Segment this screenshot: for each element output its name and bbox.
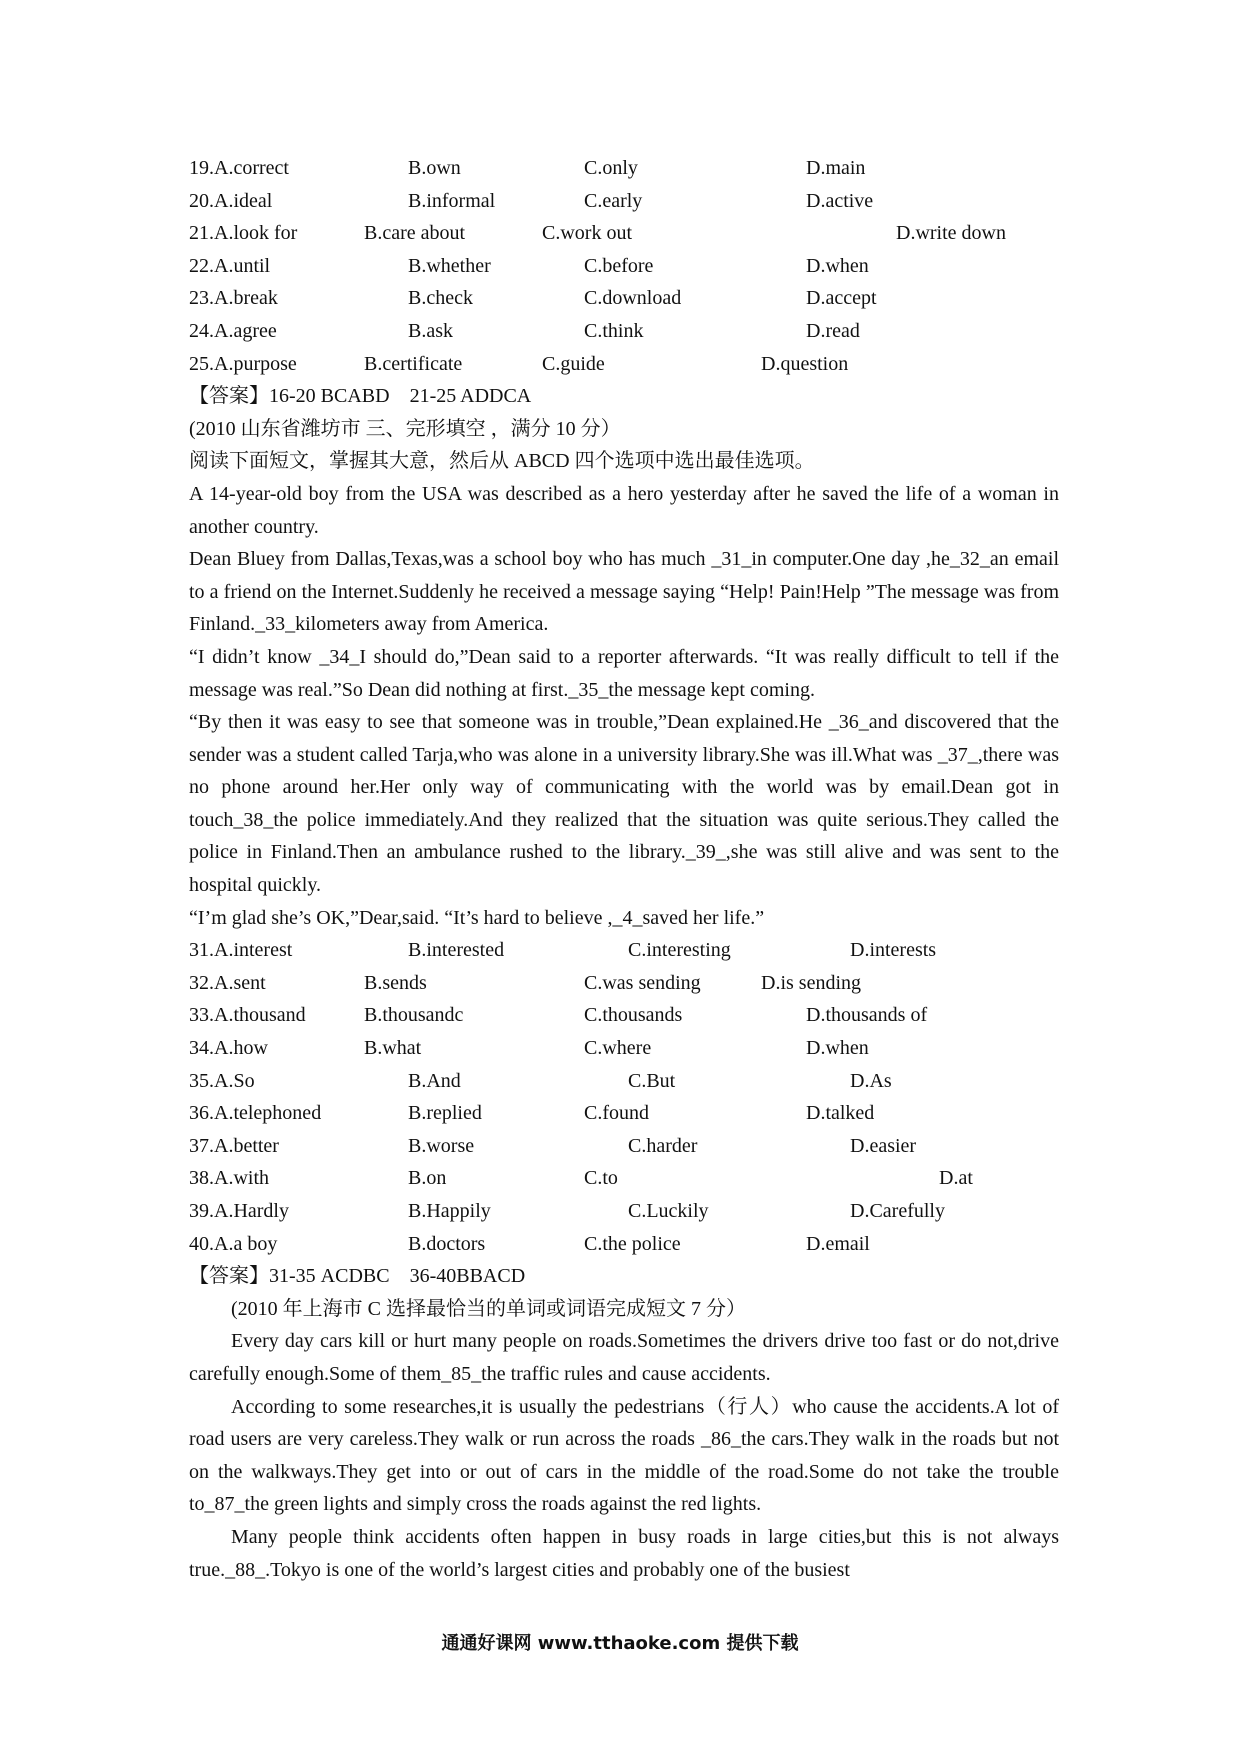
option-row bbox=[189, 250, 1059, 283]
option-c: C.work out bbox=[542, 222, 632, 245]
passage-3 bbox=[189, 1325, 1059, 1586]
option-row bbox=[189, 315, 1059, 348]
passage-paragraph: Every day cars kill or hurt many people on roads.Sometimes the drivers drive too fast or do not,drive carefully enough.Some of them_85_the traffic rules and cause accidents. bbox=[189, 1330, 1059, 1385]
option-d: D.main bbox=[806, 157, 866, 179]
option-c: C.But bbox=[628, 1069, 676, 1092]
option-d: D.easier bbox=[850, 1134, 917, 1157]
option-row bbox=[189, 1097, 1059, 1130]
option-d: D.write down bbox=[896, 222, 1006, 245]
option-b: B.informal bbox=[408, 189, 496, 212]
passage-paragraph: Many people think accidents often happen in busy roads in large cities,but this is not always true._88_.Tokyo is one of the world’s largest cities and probably one of the busiest bbox=[189, 1525, 1059, 1581]
option-b: B.ask bbox=[408, 319, 453, 342]
option-c: C.only bbox=[584, 157, 638, 179]
option-b: B.Happily bbox=[408, 1200, 491, 1222]
option-c: C.was sending bbox=[584, 971, 701, 994]
option-c: C.thousands bbox=[584, 1004, 683, 1027]
option-b: B.worse bbox=[408, 1134, 475, 1157]
option-c: C.think bbox=[584, 319, 644, 342]
option-c: C.the police bbox=[584, 1232, 681, 1255]
option-a: 22.A.until bbox=[189, 254, 271, 277]
option-a: 23.A.break bbox=[189, 287, 278, 310]
passage-paragraph: Dean Bluey from Dallas,Texas,was a school boy who has much _31_in computer.One day ,he_32_an email to a friend on the Internet.Suddenly he received a message saying “Help! Pain!Help ”The message was from Finland._33_kilometers away from America. bbox=[189, 548, 1059, 636]
option-c: C.early bbox=[584, 189, 643, 212]
option-c: C.before bbox=[584, 254, 654, 277]
option-d: D.accept bbox=[806, 287, 877, 310]
option-row bbox=[189, 1195, 1059, 1228]
option-d: D.question bbox=[761, 352, 849, 375]
section-2-title: (2010 山东省潍坊市 三、完形填空 ，满分 10 分） bbox=[189, 417, 621, 440]
option-d: D.when bbox=[806, 1037, 869, 1060]
option-a: 32.A.sent bbox=[189, 971, 266, 994]
option-a: 36.A.telephoned bbox=[189, 1102, 322, 1125]
option-a: 31.A.interest bbox=[189, 939, 293, 962]
answer-key-1: 【答案】16-20 BCABD 21-25 ADDCA bbox=[189, 385, 532, 408]
option-c: C.interesting bbox=[628, 939, 731, 962]
passage-paragraph: “I’m glad she’s OK,”Dear,said. “It’s hard to believe ,_4_saved her life.” bbox=[189, 906, 765, 929]
option-d: D.active bbox=[806, 189, 874, 212]
passage-paragraph: A 14-year-old boy from the USA was described as a hero yesterday after he saved the life of a woman in another country. bbox=[189, 482, 1059, 538]
option-c: C.where bbox=[584, 1037, 652, 1060]
option-c: C.guide bbox=[542, 352, 605, 375]
option-a: 35.A.So bbox=[189, 1069, 255, 1092]
option-a: 38.A.with bbox=[189, 1167, 269, 1190]
section-3-title: (2010 年上海市 C 选择最恰当的单词或词语完成短文 7 分） bbox=[231, 1297, 746, 1320]
option-row bbox=[189, 934, 1059, 967]
option-row bbox=[189, 1032, 1059, 1065]
option-row bbox=[189, 1228, 1059, 1261]
passage-2 bbox=[189, 478, 1059, 934]
passage-paragraph: According to some researches,it is usually the pedestrians（行人）who cause the accidents.A lot of road users are very careless.They walk or run across the roads _86_the cars.They walk in the roads but not on the walkways.They get into or out of cars in the middle of the road.Some do not take the trouble to_87_the green lights and simply cross the roads against the red lights. bbox=[189, 1395, 1059, 1516]
option-c: C.harder bbox=[628, 1134, 698, 1157]
option-b: B.interested bbox=[408, 939, 505, 962]
option-row bbox=[189, 1065, 1059, 1098]
option-d: D.read bbox=[806, 319, 860, 342]
option-row bbox=[189, 282, 1059, 315]
option-d: D.talked bbox=[806, 1102, 875, 1125]
option-row bbox=[189, 999, 1059, 1032]
option-a: 24.A.agree bbox=[189, 319, 277, 342]
option-d: D.at bbox=[939, 1167, 973, 1190]
option-a: 33.A.thousand bbox=[189, 1004, 306, 1027]
document-page bbox=[189, 152, 1059, 1586]
option-b: B.whether bbox=[408, 254, 491, 277]
option-b: B.sends bbox=[364, 971, 427, 994]
options-block-2 bbox=[189, 934, 1059, 1260]
option-a: 20.A.ideal bbox=[189, 189, 273, 212]
option-b: B.replied bbox=[408, 1102, 482, 1125]
option-c: C.found bbox=[584, 1102, 649, 1125]
option-b: B.And bbox=[408, 1069, 461, 1092]
passage-paragraph: “I didn’t know _34_I should do,”Dean said to a reporter afterwards. “It was really difficult to tell if the message was real.”So Dean did nothing at first._35_the message kept coming. bbox=[189, 645, 1059, 701]
option-b: B.on bbox=[408, 1167, 447, 1190]
option-d: D.when bbox=[806, 254, 869, 277]
option-row bbox=[189, 967, 1059, 1000]
option-row bbox=[189, 1130, 1059, 1163]
option-a: 40.A.a boy bbox=[189, 1232, 278, 1255]
answer-key-2: 【答案】31-35 ACDBC 36-40BBACD bbox=[189, 1265, 526, 1288]
option-d: D.As bbox=[850, 1069, 892, 1092]
option-d: D.interests bbox=[850, 939, 937, 962]
option-a: 19.A.correct bbox=[189, 157, 289, 179]
option-c: C.to bbox=[584, 1167, 618, 1190]
option-b: B.thousandc bbox=[364, 1004, 464, 1027]
option-c: C.Luckily bbox=[628, 1200, 709, 1222]
option-row bbox=[189, 217, 1059, 250]
option-b: B.care about bbox=[364, 222, 466, 245]
option-b: B.what bbox=[364, 1037, 422, 1060]
option-c: C.download bbox=[584, 287, 682, 310]
option-row bbox=[189, 152, 1059, 185]
option-d: D.is sending bbox=[761, 971, 861, 994]
option-a: 39.A.Hardly bbox=[189, 1200, 289, 1222]
option-b: B.own bbox=[408, 157, 461, 179]
option-a: 21.A.look for bbox=[189, 222, 298, 245]
options-block-1 bbox=[189, 152, 1059, 380]
option-d: D.Carefully bbox=[850, 1200, 945, 1222]
option-row bbox=[189, 185, 1059, 218]
option-a: 34.A.how bbox=[189, 1037, 268, 1060]
option-b: B.check bbox=[408, 287, 473, 310]
option-row bbox=[189, 1162, 1059, 1195]
option-b: B.certificate bbox=[364, 352, 463, 375]
option-a: 37.A.better bbox=[189, 1134, 279, 1157]
option-row bbox=[189, 348, 1059, 381]
option-d: D.thousands of bbox=[806, 1004, 928, 1027]
page-footer: 通通好课网 www.tthaoke.com 提供下载 bbox=[441, 1633, 799, 1654]
section-2-instructions: 阅读下面短文，掌握其大意，然后从 ABCD 四个选项中选出最佳选项。 bbox=[189, 450, 815, 473]
passage-paragraph: “By then it was easy to see that someone was in trouble,”Dean explained.He _36_and discovered that the sender was a student called Tarja,who was alone in a university library.She was ill.What was _37_,there was no phone around her.Her only way of communicating with the world was by email.Dean got in touch_38_the police immediately.And they realized that the situation was quite serious.They called the police in Finland.Then an ambulance rushed to the library._39_,she was still alive and was sent to the hospital quickly. bbox=[189, 711, 1059, 897]
option-a: 25.A.purpose bbox=[189, 352, 297, 375]
option-b: B.doctors bbox=[408, 1232, 486, 1255]
option-d: D.email bbox=[806, 1232, 870, 1255]
